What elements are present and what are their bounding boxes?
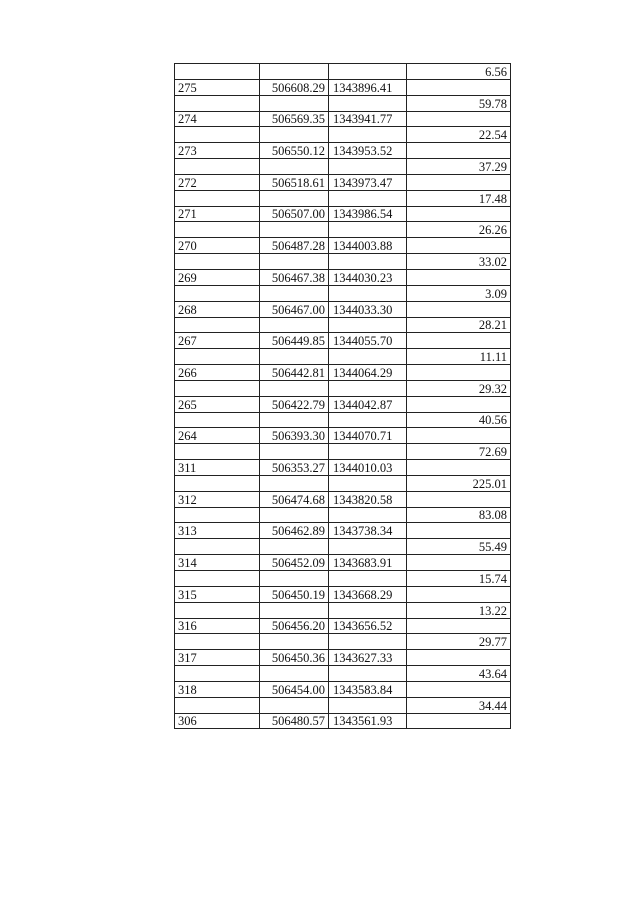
- x-cell: [260, 64, 329, 80]
- table-row-point: [175, 333, 511, 349]
- empty-cell: [329, 666, 407, 682]
- empty-cell: [175, 317, 260, 333]
- empty-cell: [407, 460, 511, 476]
- empty-cell: [329, 349, 407, 365]
- empty-cell: [260, 159, 329, 175]
- empty-cell: [407, 238, 511, 254]
- point-number-cell: 316: [175, 618, 260, 634]
- distance-cell: 225.01: [407, 475, 511, 491]
- x-coordinate-cell: 506467.38: [260, 269, 329, 285]
- table-row-distance: [175, 634, 511, 650]
- empty-cell: [260, 412, 329, 428]
- empty-cell: [260, 507, 329, 523]
- empty-cell: [329, 380, 407, 396]
- empty-cell: [407, 713, 511, 729]
- empty-cell: [329, 539, 407, 555]
- y-coordinate-cell: 1343561.93: [329, 713, 407, 729]
- table-row-distance: [175, 412, 511, 428]
- distance-cell: 6.56: [407, 64, 511, 80]
- empty-cell: [407, 396, 511, 412]
- empty-cell: [175, 571, 260, 587]
- empty-cell: [260, 602, 329, 618]
- y-coordinate-cell: 1343683.91: [329, 555, 407, 571]
- empty-cell: [407, 681, 511, 697]
- table-row-distance: [175, 285, 511, 301]
- table-row-point: [175, 174, 511, 190]
- empty-cell: [260, 222, 329, 238]
- point-number-cell: 272: [175, 174, 260, 190]
- table-row-distance: [175, 190, 511, 206]
- point-number-cell: 264: [175, 428, 260, 444]
- table-row-point: [175, 301, 511, 317]
- coordinate-table: [174, 63, 511, 729]
- empty-cell: [329, 507, 407, 523]
- distance-cell: 83.08: [407, 507, 511, 523]
- empty-cell: [175, 507, 260, 523]
- table-row-distance: [175, 507, 511, 523]
- distance-cell: 72.69: [407, 444, 511, 460]
- empty-cell: [407, 523, 511, 539]
- x-coordinate-cell: 506467.00: [260, 301, 329, 317]
- distance-cell: 34.44: [407, 697, 511, 713]
- x-coordinate-cell: 506608.29: [260, 79, 329, 95]
- empty-cell: [260, 127, 329, 143]
- table-row-point: [175, 79, 511, 95]
- empty-cell: [175, 444, 260, 460]
- table-row-point: [175, 681, 511, 697]
- empty-cell: [329, 634, 407, 650]
- table-row-point: [175, 269, 511, 285]
- empty-cell: [407, 428, 511, 444]
- distance-cell: 43.64: [407, 666, 511, 682]
- distance-cell: 28.21: [407, 317, 511, 333]
- empty-cell: [175, 95, 260, 111]
- point-number-cell: 312: [175, 491, 260, 507]
- point-number-cell: 266: [175, 365, 260, 381]
- distance-cell: 37.29: [407, 159, 511, 175]
- empty-cell: [407, 555, 511, 571]
- table-row-point: [175, 460, 511, 476]
- table-row-distance: [175, 127, 511, 143]
- table-row-distance: [175, 444, 511, 460]
- coordinate-table-body: [175, 64, 511, 729]
- point-number-cell: 275: [175, 79, 260, 95]
- empty-cell: [407, 174, 511, 190]
- table-row-point: [175, 143, 511, 159]
- empty-cell: [407, 650, 511, 666]
- point-number-cell: 265: [175, 396, 260, 412]
- x-coordinate-cell: 506474.68: [260, 491, 329, 507]
- empty-cell: [175, 222, 260, 238]
- empty-cell: [407, 269, 511, 285]
- y-coordinate-cell: 1344010.03: [329, 460, 407, 476]
- distance-cell: 33.02: [407, 254, 511, 270]
- empty-cell: [260, 254, 329, 270]
- empty-cell: [329, 602, 407, 618]
- y-coordinate-cell: 1344070.71: [329, 428, 407, 444]
- x-coordinate-cell: 506569.35: [260, 111, 329, 127]
- empty-cell: [407, 333, 511, 349]
- table-row-point: [175, 238, 511, 254]
- empty-cell: [260, 380, 329, 396]
- table-row-distance: [175, 571, 511, 587]
- empty-cell: [260, 634, 329, 650]
- distance-cell: 15.74: [407, 571, 511, 587]
- table-row-point: [175, 396, 511, 412]
- y-coordinate-cell: 1343583.84: [329, 681, 407, 697]
- point-number-cell: 270: [175, 238, 260, 254]
- empty-cell: [175, 159, 260, 175]
- empty-cell: [260, 666, 329, 682]
- table-row-point: [175, 428, 511, 444]
- empty-cell: [175, 634, 260, 650]
- empty-cell: [175, 697, 260, 713]
- empty-cell: [329, 159, 407, 175]
- empty-cell: [329, 222, 407, 238]
- empty-cell: [260, 190, 329, 206]
- empty-cell: [260, 697, 329, 713]
- empty-cell: [175, 412, 260, 428]
- empty-cell: [407, 206, 511, 222]
- empty-cell: [329, 317, 407, 333]
- point-number-cell: 311: [175, 460, 260, 476]
- y-coordinate-cell: 1343668.29: [329, 586, 407, 602]
- y-coordinate-cell: 1343656.52: [329, 618, 407, 634]
- distance-cell: 26.26: [407, 222, 511, 238]
- point-number-cell: 315: [175, 586, 260, 602]
- x-coordinate-cell: 506456.20: [260, 618, 329, 634]
- table-row-distance: [175, 380, 511, 396]
- table-row-distance: [175, 697, 511, 713]
- x-coordinate-cell: 506452.09: [260, 555, 329, 571]
- distance-cell: 3.09: [407, 285, 511, 301]
- table-row-distance: [175, 666, 511, 682]
- point-number-cell: 313: [175, 523, 260, 539]
- table-row-distance: [175, 539, 511, 555]
- x-coordinate-cell: 506487.28: [260, 238, 329, 254]
- y-coordinate-cell: 1343973.47: [329, 174, 407, 190]
- empty-cell: [329, 190, 407, 206]
- table-row-point: [175, 111, 511, 127]
- y-coordinate-cell: 1344064.29: [329, 365, 407, 381]
- empty-cell: [260, 317, 329, 333]
- empty-cell: [407, 79, 511, 95]
- distance-cell: 55.49: [407, 539, 511, 555]
- empty-cell: [329, 127, 407, 143]
- table-row-distance: [175, 317, 511, 333]
- empty-cell: [175, 190, 260, 206]
- x-coordinate-cell: 506450.19: [260, 586, 329, 602]
- table-row-point: [175, 713, 511, 729]
- y-coordinate-cell: 1343941.77: [329, 111, 407, 127]
- point-number-cell: 306: [175, 713, 260, 729]
- empty-cell: [329, 412, 407, 428]
- x-coordinate-cell: 506353.27: [260, 460, 329, 476]
- table-row-point: [175, 365, 511, 381]
- x-coordinate-cell: 506393.30: [260, 428, 329, 444]
- empty-cell: [329, 444, 407, 460]
- table-row-point: [175, 555, 511, 571]
- empty-cell: [329, 571, 407, 587]
- x-coordinate-cell: 506442.81: [260, 365, 329, 381]
- y-coordinate-cell: 1343896.41: [329, 79, 407, 95]
- x-coordinate-cell: 506480.57: [260, 713, 329, 729]
- table-row-distance: [175, 64, 511, 80]
- empty-cell: [175, 602, 260, 618]
- table-row-distance: [175, 222, 511, 238]
- x-coordinate-cell: 506550.12: [260, 143, 329, 159]
- point-number-cell: 318: [175, 681, 260, 697]
- empty-cell: [407, 143, 511, 159]
- empty-cell: [407, 618, 511, 634]
- x-coordinate-cell: 506462.89: [260, 523, 329, 539]
- point-number-cell: 268: [175, 301, 260, 317]
- distance-cell: 13.22: [407, 602, 511, 618]
- table-row-distance: [175, 159, 511, 175]
- point-number-cell: 269: [175, 269, 260, 285]
- point-number-cell: 267: [175, 333, 260, 349]
- empty-cell: [260, 539, 329, 555]
- empty-cell: [260, 95, 329, 111]
- y-coordinate-cell: 1344055.70: [329, 333, 407, 349]
- empty-cell: [175, 254, 260, 270]
- empty-cell: [175, 539, 260, 555]
- distance-cell: 29.77: [407, 634, 511, 650]
- y-coordinate-cell: 1344030.23: [329, 269, 407, 285]
- table-row-point: [175, 586, 511, 602]
- empty-cell: [175, 127, 260, 143]
- table-row-point: [175, 618, 511, 634]
- y-coordinate-cell: 1343953.52: [329, 143, 407, 159]
- x-coordinate-cell: 506422.79: [260, 396, 329, 412]
- table-row-point: [175, 206, 511, 222]
- distance-cell: 40.56: [407, 412, 511, 428]
- empty-cell: [260, 349, 329, 365]
- empty-cell: [407, 365, 511, 381]
- y-coordinate-cell: 1343738.34: [329, 523, 407, 539]
- table-row-distance: [175, 95, 511, 111]
- empty-cell: [175, 475, 260, 491]
- y-coordinate-cell: 1343820.58: [329, 491, 407, 507]
- y-coordinate-cell: 1344003.88: [329, 238, 407, 254]
- empty-cell: [175, 380, 260, 396]
- y-coordinate-cell: 1344033.30: [329, 301, 407, 317]
- point-number-cell: 271: [175, 206, 260, 222]
- x-coordinate-cell: 506449.85: [260, 333, 329, 349]
- empty-cell: [260, 285, 329, 301]
- point-number-cell: 274: [175, 111, 260, 127]
- empty-cell: [260, 571, 329, 587]
- distance-cell: 17.48: [407, 190, 511, 206]
- table-row-distance: [175, 475, 511, 491]
- empty-cell: [407, 301, 511, 317]
- empty-cell: [329, 95, 407, 111]
- y-coordinate-cell: 1343986.54: [329, 206, 407, 222]
- table-row-distance: [175, 254, 511, 270]
- empty-cell: [329, 475, 407, 491]
- distance-cell: 11.11: [407, 349, 511, 365]
- empty-cell: [175, 666, 260, 682]
- table-row-distance: [175, 349, 511, 365]
- x-coordinate-cell: 506454.00: [260, 681, 329, 697]
- x-coordinate-cell: 506450.36: [260, 650, 329, 666]
- table-row-point: [175, 491, 511, 507]
- empty-cell: [260, 475, 329, 491]
- empty-cell: [407, 111, 511, 127]
- table-row-point: [175, 650, 511, 666]
- table-row-distance: [175, 602, 511, 618]
- table-row-point: [175, 523, 511, 539]
- point-number-cell: 314: [175, 555, 260, 571]
- x-coordinate-cell: 506518.61: [260, 174, 329, 190]
- empty-cell: [329, 697, 407, 713]
- empty-cell: [329, 254, 407, 270]
- distance-cell: 59.78: [407, 95, 511, 111]
- distance-cell: 22.54: [407, 127, 511, 143]
- y-cell: [329, 64, 407, 80]
- x-coordinate-cell: 506507.00: [260, 206, 329, 222]
- empty-cell: [260, 444, 329, 460]
- empty-cell: [175, 349, 260, 365]
- distance-cell: 29.32: [407, 380, 511, 396]
- y-coordinate-cell: 1343627.33: [329, 650, 407, 666]
- y-coordinate-cell: 1344042.87: [329, 396, 407, 412]
- empty-cell: [175, 285, 260, 301]
- point-cell: [175, 64, 260, 80]
- empty-cell: [407, 491, 511, 507]
- empty-cell: [407, 586, 511, 602]
- empty-cell: [329, 285, 407, 301]
- point-number-cell: 273: [175, 143, 260, 159]
- point-number-cell: 317: [175, 650, 260, 666]
